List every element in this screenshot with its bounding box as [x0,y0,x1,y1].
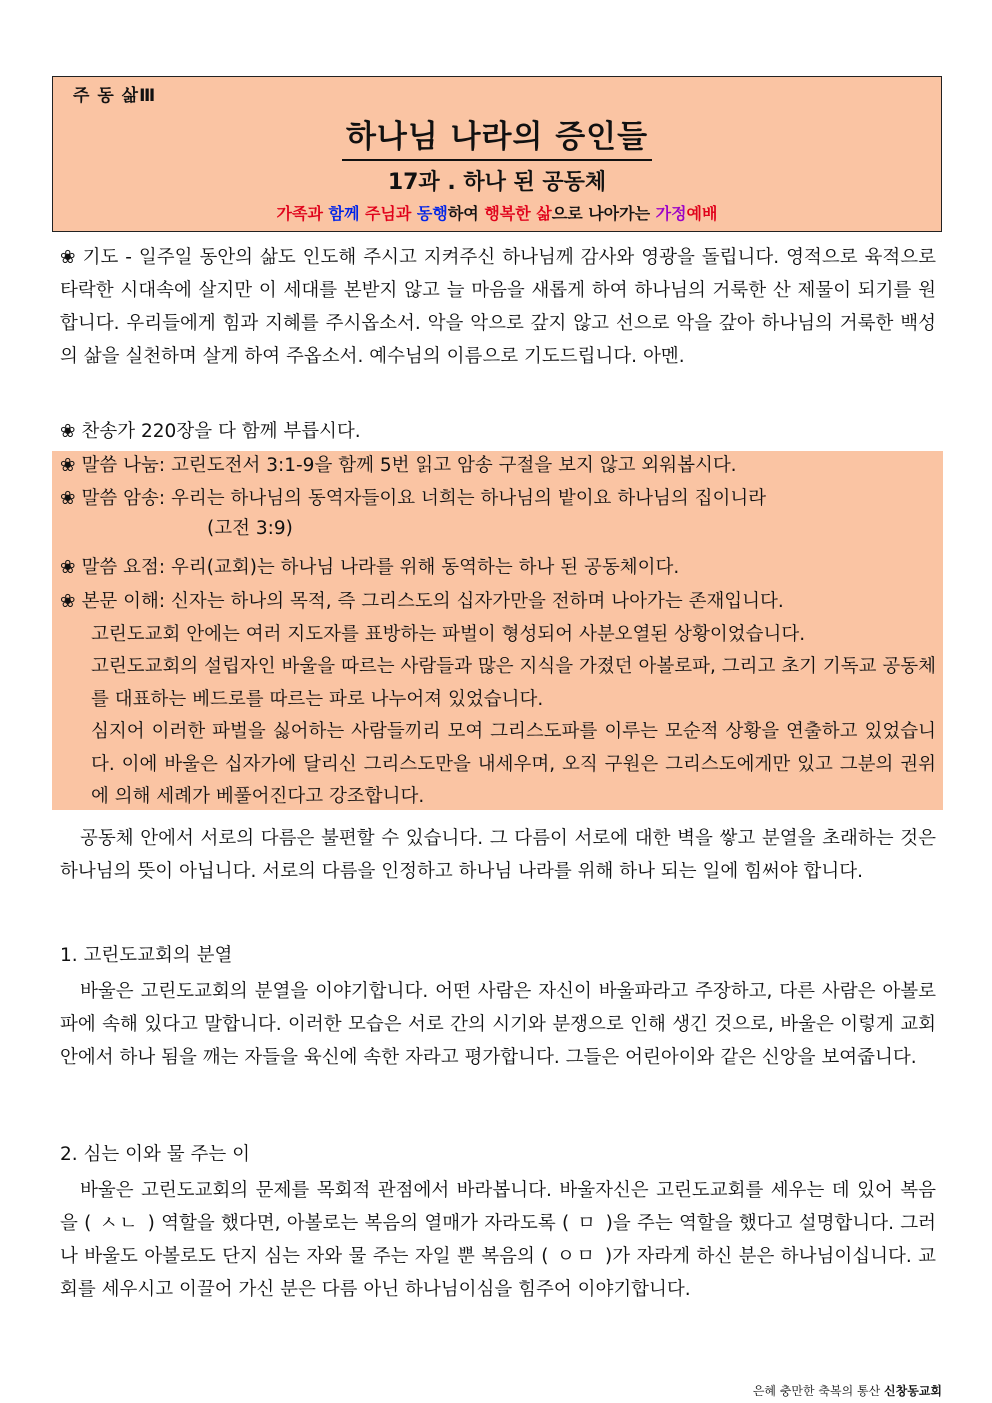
section1-body: 바울은 고린도교회의 분열을 이야기합니다. 어떤 사람은 자신이 바울파라고 주장하고, 다른 사람은 아볼로파에 속해 있다고 말합니다. 이러한 모습은 서로 간의 시기와 분쟁으로 인해 생긴 것으로, 바울은 이렇게 교회 안에서 하나 됨을 깨는 자들을 육신에 속한 자라고 평가합니다. 그들은 어린아이와 같은 신앙을 보여줍니다. [60,981,936,1068]
key-point-line [60,551,936,584]
section2-title: 2. 심는 이와 물 주는 이 [60,1144,251,1165]
understanding-line: 고린도교회의 설립자인 바울을 따르는 사람들과 많은 지식을 가졌던 아볼로파, 그리고 초기 기독교 공동체를 대표하는 베드로를 따르는 파로 나누어져 있었습니다. [91,656,936,710]
section2-text: )을 주는 역할을 했다고 설명합니다. 그러나 바울도 아볼로도 단지 심는 자와 물 주는 자일 뿐 복음의 ( [60,1213,936,1267]
section2-body [60,1174,936,1306]
flower-bullet-icon: ❀ [60,557,76,578]
motto-part: 예배 [686,204,718,223]
sharing-line [60,449,936,482]
footer-text: 은혜 충만한 축복의 통산 [752,1384,885,1398]
motto-part: 으로 나아가는 [551,204,656,223]
fill-blank-3: ㅇㅁ [548,1246,606,1267]
church-name: 신창동교회 [884,1384,942,1398]
sharing-text: 말씀 나눔: 고린도전서 3:1-9을 함께 5번 읽고 암송 구절을 보지 않고 외워봅시다. [81,455,737,476]
section2-text: ) 역할을 했다면, 아볼로는 복음의 열매가 자라도록 ( [147,1213,570,1234]
memory-verse [60,484,936,544]
flower-bullet-icon: ❀ [60,488,76,509]
flower-bullet-icon: ❀ [60,591,76,612]
motto-part: 함께 [328,204,365,223]
page-title [53,111,941,156]
title-text: 하나님 나라의 증인들 [342,119,652,161]
lesson-subtitle: 17과 . 하나 된 공동체 [387,170,607,195]
flower-bullet-icon: ❀ [60,247,77,268]
hymn-text: 찬송가 220장을 다 함께 부릅시다. [81,421,361,442]
understanding-line: 심지어 이러한 파벌을 싫어하는 사람들끼리 모여 그리스도파를 이루는 모순적 상황을 연출하고 있었습니다. 이에 바울은 십자가에 달리신 그리스도만을 내세우며, 오직 구원은 그리스도에게만 있고 그분의 권위에 의해 세례가 베풀어진다고 강조합니다. [91,721,936,807]
series-label: 주 동 삶Ⅲ [73,86,157,106]
motto-part: 주님과 [364,204,417,223]
understanding-line: 고린도교회 안에는 여러 지도자를 표방하는 파벌이 형성되어 사분오열된 상황이었습니다. [91,623,806,645]
hymn-line [60,415,936,448]
footer [753,1382,942,1399]
section2-text: )가 자라게 하신 분은 하나님이십니다. 교회를 세우시고 이끌어 가신 분은 다름 아닌 하나님이심을 힘주어 이야기합니다. [60,1246,936,1300]
motto-part: 가정 [655,204,687,223]
motto-part: 가족과 [276,204,329,223]
section2-text: 바울은 고린도교회의 문제를 목회적 관점에서 바라봅니다. 바울자신은 고린도교회를 세우는 데 있어 복음을 ( [60,1180,936,1234]
motto-part: 행복한 삶 [484,204,552,223]
flower-bullet-icon: ❀ [60,455,76,476]
fill-blank-2: ㅁ [569,1213,606,1234]
fill-blank-1: ㅅㄴ [91,1213,148,1234]
memory-text: 말씀 암송: 우리는 하나님의 동역자들이요 너희는 하나님의 밭이요 하나님의 집이니라 [81,488,767,509]
memory-reference: (고전 3:9) [207,518,293,539]
motto-part: 동행 [416,204,448,223]
intro-paragraph: 공동체 안에서 서로의 다름은 불편할 수 있습니다. 그 다름이 서로에 대한 벽을 쌓고 분열을 초래하는 것은 하나님의 뜻이 아닙니다. 서로의 다름을 인정하고 하나님 나라를 위해 하나 되는 일에 힘써야 합니다. [60,828,936,882]
prayer-text: 기도 - 일주일 동안의 삶도 인도해 주시고 지켜주신 하나님께 감사와 영광을 돌립니다. 영적으로 육적으로 타락한 시대속에 살지만 이 세대를 본받지 않고 늘 마음을 새롭게 하여 하나님의 거룩한 산 제물이 되기를 원합니다. 우리들에게 힘과 지혜를 주시옵소서. 악을 악으로 갚지 않고 선으로 악을 갚아 하나님의 거룩한 백성의 삶을 실천하며 살게 하여 주옵소서. 예수님의 이름으로 기도드립니다. 아멘. [60,247,936,367]
understanding-block [60,586,936,814]
flower-bullet-icon: ❀ [60,421,76,442]
motto-part: 하여 [447,204,485,223]
section1-title: 1. 고린도교회의 분열 [60,945,233,966]
key-point-text: 말씀 요점: 우리(교회)는 하나님 나라를 위해 동역하는 하나 된 공동체이다. [81,557,680,578]
understanding-first: 본문 이해: 신자는 하나의 목적, 즉 그리스도의 십자가만을 전하며 나아가는 존재입니다. [81,591,784,612]
motto [53,201,941,224]
prayer-paragraph [60,241,936,373]
lesson-header [52,76,942,232]
